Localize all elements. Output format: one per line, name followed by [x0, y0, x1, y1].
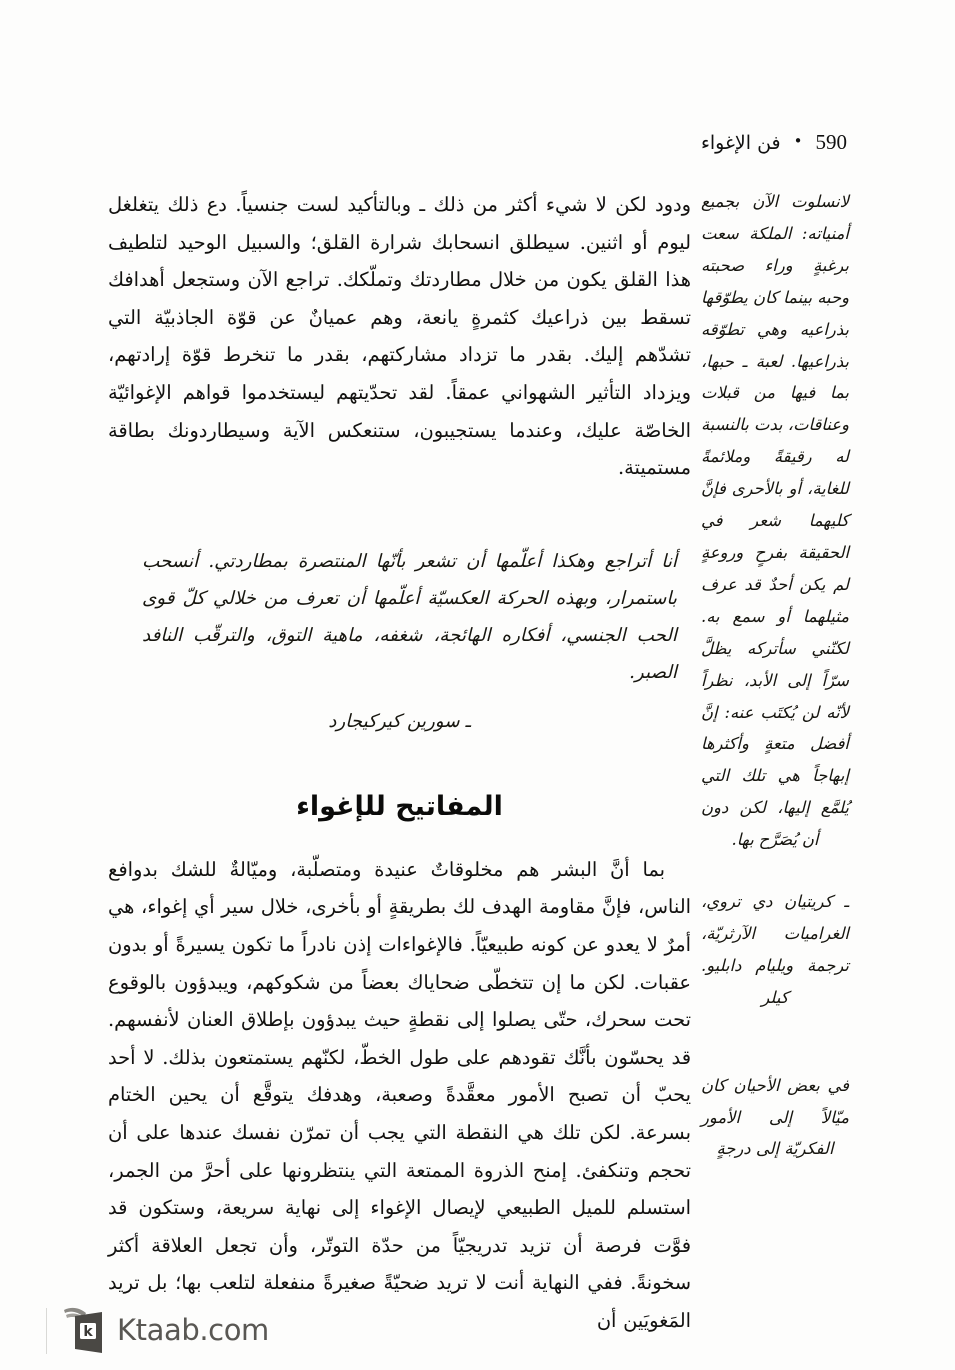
pull-quote: أنا أتراجع وهكذا أعلّمها أن تشعر بأنّها المنتصرة بمطاردتي. أنسحب باستمرار، وبهذه الحركة العكسيّة أعلّمها أن تعرف من خلالي كلّ قوى الحب الجنسي، أفكاره الهائجة، شغفه، ماهية التوق، والترقّب النافد الصبر.: [142, 550, 677, 683]
body-paragraph-1: ودود لكن لا شيء أكثر من ذلك ـ وبالتأكيد لست جنسياً. دع ذلك يتغلغل ليوم أو اثنين. سيطلق انسحابك شرارة القلق؛ والسبيل الوحيد لتلطيف هذا القلق يكون من خلال مطاردتك وتملّكك. تراجع الآن وستجعل أهدافك تسقط بين ذراعيك كثمرةٍ يانعة، وهم عميانٌ عن قوّة الجاذبيّة التي تشدّهم إليك. بقدر ما تزداد مشاركتهم، بقدر ما تنخرط قوّة إرادتهم، ويزداد التأثير الشهواني عمقاً. لقد تحدّيتهم ليستخدموا قواهم الإغوائيّة الخاصّة عليك، وعندما يستجيبون، ستنعكس الآية وسيطاردونك بطاقة مستميتة.: [108, 193, 691, 480]
watermark: [62, 1304, 269, 1356]
pull-quote-attribution: ـ سورين كيركيجارد: [328, 710, 471, 732]
margin-note-attribution: ـ كريتيان دي تروي، الغراميات الآرثريّة، ترجمة ويليام دابليو. كيلر: [701, 892, 849, 1007]
section-heading: المفاتيح للإغواء: [296, 790, 503, 822]
watermark-label: Ktaab.com: [117, 1313, 269, 1347]
running-head-separator: •: [793, 132, 803, 150]
running-head: [427, 130, 847, 155]
margin-note-1: لانسلوت الآن بجميع أمنياته: الملكة سعت برغبةٍ وراء صحبته وحبه بينما كان يطوّقها بذراعيه وهي تطوّقه بذراعيها. لعبة ـ حبها، بما فيها من قبلات وعناقات، بدت بالنسبة له رقيقةً وملائمةً للغاية، أو بالأحرى فإنَّ كليهما شعر في الحقيقة بفرحٍ وروعةٍ لم يكن أحدٌ قد عرف مثيلهما أو سمع به. لكنّني سأتركه يظلَّ سرّاً إلى الأبد، نظراً لأنّه لن يُكتَب عنه: إنَّ أفضل متعةٍ وأكثرها إبهاجاً هي تلك التي يُلمَّع إليها، لكن دون أن يُصَرَّح بها.: [701, 192, 849, 850]
svg-text:k: k: [83, 1324, 93, 1340]
margin-notes-column: [701, 186, 849, 1165]
watermark-divider: [46, 1308, 47, 1354]
book-icon: [62, 1304, 106, 1356]
page-number: 590: [815, 130, 847, 154]
body-paragraph-2: بما أنَّ البشر هم مخلوقاتٌ عنيدة ومتصلّبة، وميّالةٌ للشك بدوافع الناس، فإنَّ مقاومة الهدف لك بطريقةٍ أو بأخرى، خلال سير أي إغواء، هي أمرٌ لا يعدو عن كونه طبيعيّاً. فالإغواءات إذن نادراً ما تكون يسيرةً أو بدون عقبات. لكن ما إن تتخطّى ضحاياك بعضاً من شكوكهم، ويبدؤون بالوقوع تحت سحرك، حتّى يصلوا إلى نقطةٍ حيث يبدؤون بإطلاق العنان لأنفسهم. قد يحسّون بأنَّك تقودهم على طول الخطّ، لكنّهم يستمتعون بذلك. لا أحد يحبّ أن تصبح الأمور معقَّدةً وصعبة، وهدفك يتوقَّع أن يحين الختام بسرعة. لكن تلك هي النقطة التي يجب أن تمرّن نفسك عندها على أن تحجم وتنكفئ. إمنح الذروة الممتعة التي ينتظرونها على أحرَّ من الجمر، استسلم للميل الطبيعي لإيصال الإغواء إلى نهاية سريعة، وستكون قد فوَّت فرصة أن تزيد تدريجيّاً من حدّة التوتّر، وأن تجعل العلاقة أكثر سخونةً. ففي النهاية أنت لا تريد ضحيّةً صغيرةً منفعلة لتلعب بها؛ بل تريد المَغويَين أن: [108, 857, 691, 1332]
margin-note-2: في بعض الأحيان كان ميّالاً إلى الأمور الفكريّة إلى درجةٍ: [701, 1075, 849, 1159]
main-text-column: [108, 186, 691, 1339]
book-title: فن الإغواء: [700, 132, 781, 154]
